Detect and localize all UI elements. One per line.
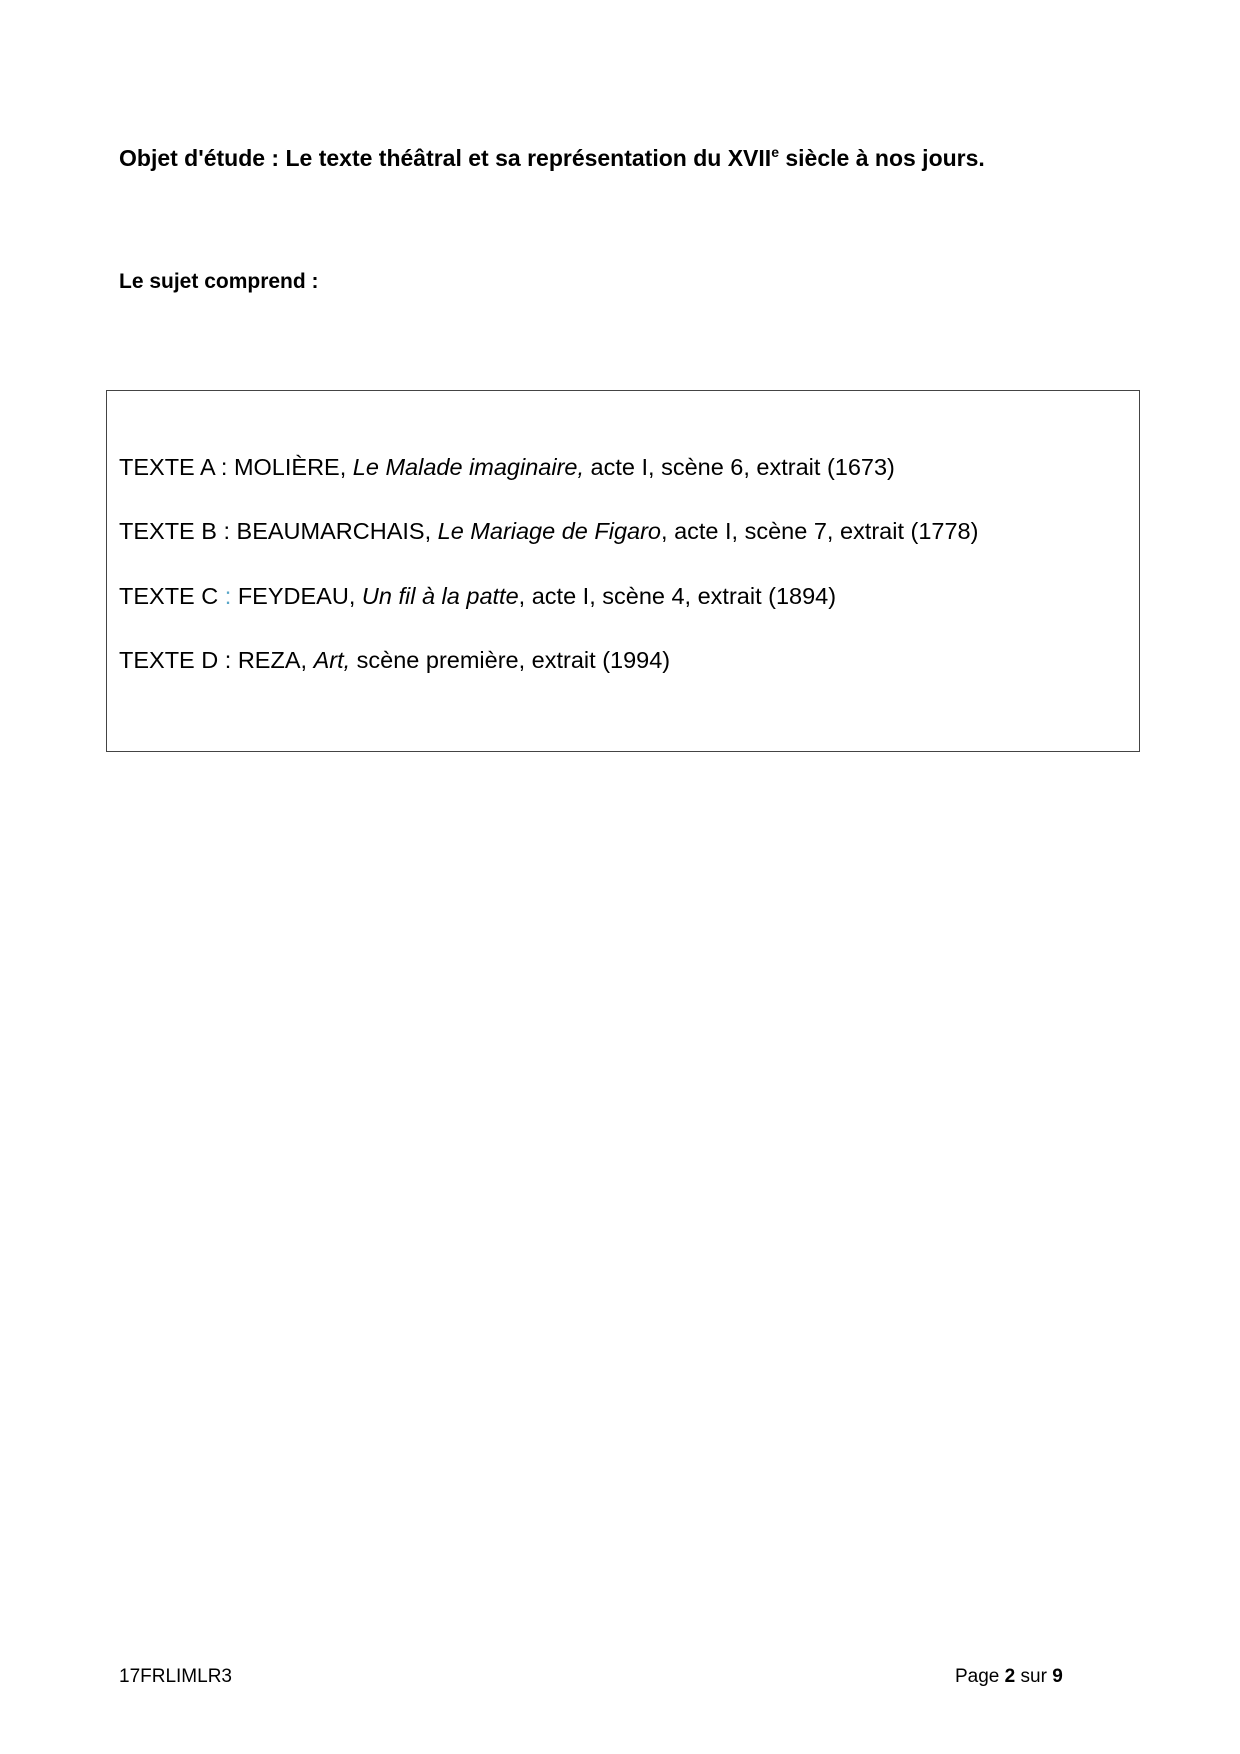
text-separator: :: [214, 454, 234, 480]
heading-superscript: e: [771, 144, 779, 160]
text-separator: :: [218, 583, 238, 609]
page-prefix: Page: [955, 1666, 1005, 1687]
text-author: FEYDEAU,: [237, 583, 362, 609]
text-entry-a: [119, 452, 895, 482]
text-separator: :: [218, 647, 238, 673]
text-label: TEXTE A: [119, 454, 215, 480]
text-author: MOLIÈRE,: [233, 454, 353, 480]
text-title: Un fil à la patte: [361, 583, 519, 609]
text-author: BEAUMARCHAIS,: [236, 518, 438, 544]
document-code: 17FRLIMLR3: [119, 1666, 232, 1687]
page-heading: [119, 142, 985, 174]
text-title: Le Mariage de Figaro: [437, 518, 662, 544]
subject-intro: Le sujet comprend :: [119, 270, 319, 293]
text-label: TEXTE D: [119, 647, 219, 673]
text-details: scène première, extrait (1994): [350, 647, 671, 673]
text-entry-c: [119, 581, 836, 611]
page-total: 9: [1052, 1666, 1063, 1687]
text-details: acte I, scène 6, extrait (1673): [584, 454, 895, 480]
text-details: , acte I, scène 7, extrait (1778): [661, 518, 979, 544]
page-number: [955, 1664, 1063, 1690]
heading-text: Objet d'étude : Le texte théâtral et sa représentation du XVII: [119, 145, 772, 171]
text-details: , acte I, scène 4, extrait (1894): [518, 583, 837, 609]
heading-text-end: siècle à nos jours.: [778, 145, 985, 171]
texts-box: [106, 390, 1140, 752]
text-author: REZA,: [237, 647, 314, 673]
text-entry-d: [119, 645, 670, 675]
text-title: Le Malade imaginaire,: [352, 454, 584, 480]
page-current: 2: [1004, 1666, 1016, 1687]
text-label: TEXTE B: [119, 518, 217, 544]
text-entry-b: [119, 516, 978, 546]
text-separator: :: [216, 518, 237, 544]
text-title: Art,: [313, 647, 351, 673]
page-middle: sur: [1015, 1666, 1053, 1687]
text-label: TEXTE C: [119, 583, 219, 609]
